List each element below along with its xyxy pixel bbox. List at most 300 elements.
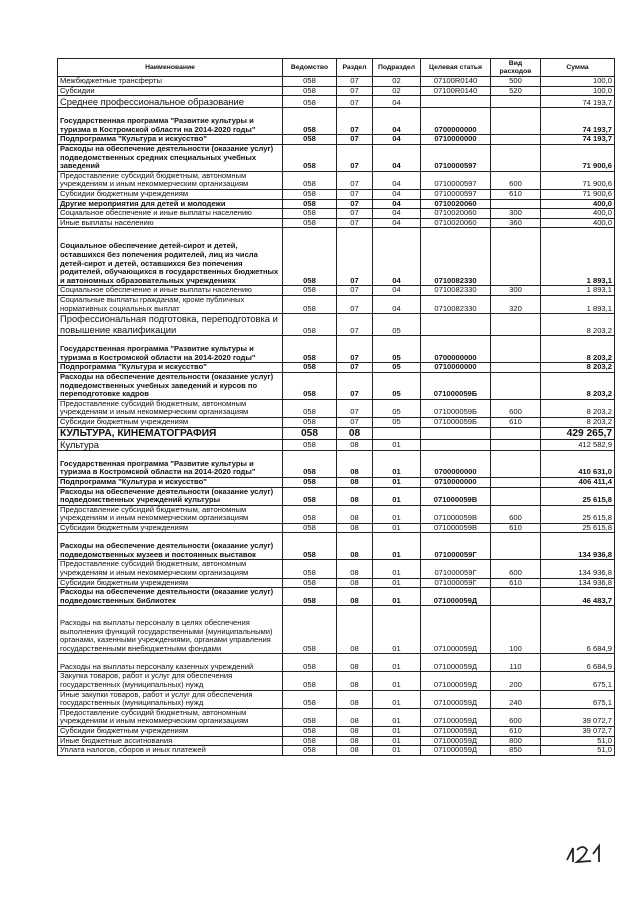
row-podrazdel: 05 bbox=[373, 314, 421, 336]
row-sum: 8 203,2 bbox=[541, 399, 615, 417]
row-vid: 320 bbox=[491, 295, 541, 313]
row-cel: 071000059Д bbox=[421, 708, 491, 726]
row-sum: 8 203,2 bbox=[541, 336, 615, 363]
table-row bbox=[58, 144, 615, 171]
row-ved: 058 bbox=[283, 218, 337, 228]
row-cel: 071000059Б bbox=[421, 417, 491, 427]
row-vid: 110 bbox=[491, 654, 541, 672]
row-name: Культура bbox=[58, 439, 283, 450]
row-vid bbox=[491, 228, 541, 286]
row-sum: 134 936,8 bbox=[541, 560, 615, 578]
row-name: Предоставление субсидий бюджетным, автономным учреждениям и иным некоммерческим организациям bbox=[58, 171, 283, 189]
row-razdel: 07 bbox=[337, 314, 373, 336]
row-ved: 058 bbox=[283, 654, 337, 672]
row-name: Подпрограмма "Культура и искусство" bbox=[58, 363, 283, 373]
row-cel: 071000059Д bbox=[421, 746, 491, 756]
row-razdel: 07 bbox=[337, 218, 373, 228]
row-vid: 600 bbox=[491, 560, 541, 578]
row-razdel: 08 bbox=[337, 523, 373, 533]
table-body bbox=[58, 77, 615, 756]
table-row bbox=[58, 135, 615, 145]
row-vid bbox=[491, 144, 541, 171]
row-ved: 058 bbox=[283, 399, 337, 417]
table-row bbox=[58, 314, 615, 336]
row-vid: 300 bbox=[491, 286, 541, 296]
row-vid: 200 bbox=[491, 672, 541, 690]
row-cel: 071000059Г bbox=[421, 533, 491, 560]
row-sum: 71 900,6 bbox=[541, 171, 615, 189]
row-razdel: 08 bbox=[337, 708, 373, 726]
table-row bbox=[58, 477, 615, 487]
row-name: Подпрограмма "Культура и искусство" bbox=[58, 135, 283, 145]
row-podrazdel: 01 bbox=[373, 588, 421, 606]
row-cel: 071000059Д bbox=[421, 672, 491, 690]
row-sum: 406 411,4 bbox=[541, 477, 615, 487]
row-razdel: 07 bbox=[337, 86, 373, 96]
row-cel: 071000059В bbox=[421, 487, 491, 505]
table-row bbox=[58, 690, 615, 708]
row-name: Профессиональная подготовка, переподготовка и повышение квалификации bbox=[58, 314, 283, 336]
row-name: Государственная программа "Развитие культуры и туризма в Костромской области на 2014-2020 годы" bbox=[58, 336, 283, 363]
row-cel: 071000059Б bbox=[421, 372, 491, 399]
table-row bbox=[58, 523, 615, 533]
row-podrazdel: 04 bbox=[373, 189, 421, 199]
row-sum: 46 483,7 bbox=[541, 588, 615, 606]
row-sum: 412 582,9 bbox=[541, 439, 615, 450]
row-sum: 39 072,7 bbox=[541, 727, 615, 737]
row-razdel: 08 bbox=[337, 533, 373, 560]
header-podrazdel: Подраздел bbox=[373, 59, 421, 77]
table-row bbox=[58, 746, 615, 756]
row-vid: 600 bbox=[491, 171, 541, 189]
table-row bbox=[58, 218, 615, 228]
row-podrazdel: 01 bbox=[373, 708, 421, 726]
row-razdel: 08 bbox=[337, 606, 373, 654]
row-vid bbox=[491, 199, 541, 209]
row-vid: 610 bbox=[491, 189, 541, 199]
row-sum: 100,0 bbox=[541, 77, 615, 87]
row-podrazdel: 04 bbox=[373, 144, 421, 171]
row-podrazdel: 01 bbox=[373, 450, 421, 477]
row-podrazdel: 01 bbox=[373, 477, 421, 487]
row-razdel: 07 bbox=[337, 336, 373, 363]
row-podrazdel: 01 bbox=[373, 727, 421, 737]
row-cel: 071000059Г bbox=[421, 560, 491, 578]
row-podrazdel: 01 bbox=[373, 746, 421, 756]
row-ved: 058 bbox=[283, 77, 337, 87]
row-vid: 610 bbox=[491, 578, 541, 588]
table-row bbox=[58, 108, 615, 135]
row-sum: 100,0 bbox=[541, 86, 615, 96]
header-vid: Вид расходов bbox=[491, 59, 541, 77]
row-cel: 0710082330 bbox=[421, 286, 491, 296]
row-ved: 058 bbox=[283, 417, 337, 427]
row-razdel: 07 bbox=[337, 199, 373, 209]
row-vid bbox=[491, 96, 541, 108]
row-cel: 0710000000 bbox=[421, 477, 491, 487]
row-vid: 600 bbox=[491, 505, 541, 523]
row-cel: 071000059Г bbox=[421, 578, 491, 588]
row-razdel: 08 bbox=[337, 736, 373, 746]
row-cel: 0710000000 bbox=[421, 135, 491, 145]
row-name: Среднее профессиональное образование bbox=[58, 96, 283, 108]
row-ved: 058 bbox=[283, 477, 337, 487]
row-name: Субсидии бюджетным учреждениям bbox=[58, 523, 283, 533]
row-name: Расходы на выплаты персоналу казенных учреждений bbox=[58, 654, 283, 672]
row-ved: 058 bbox=[283, 487, 337, 505]
row-podrazdel: 01 bbox=[373, 487, 421, 505]
row-razdel: 08 bbox=[337, 450, 373, 477]
row-sum: 134 936,8 bbox=[541, 533, 615, 560]
row-razdel: 07 bbox=[337, 209, 373, 219]
row-podrazdel: 05 bbox=[373, 336, 421, 363]
table-row bbox=[58, 77, 615, 87]
table-row bbox=[58, 286, 615, 296]
row-cel: 0700000000 bbox=[421, 450, 491, 477]
row-razdel: 07 bbox=[337, 295, 373, 313]
row-sum: 25 615,8 bbox=[541, 505, 615, 523]
table-row bbox=[58, 189, 615, 199]
table-row bbox=[58, 654, 615, 672]
row-podrazdel: 04 bbox=[373, 96, 421, 108]
row-ved: 058 bbox=[283, 171, 337, 189]
row-razdel: 08 bbox=[337, 477, 373, 487]
row-name: Расходы на выплаты персоналу в целях обеспечения выполнения функций государственными (муниципальными) органами, казенными учреждениями, органами управления государственными внебюджетными фондами bbox=[58, 606, 283, 654]
row-sum: 8 203,2 bbox=[541, 417, 615, 427]
row-podrazdel bbox=[373, 427, 421, 439]
table-row bbox=[58, 736, 615, 746]
table-row bbox=[58, 372, 615, 399]
row-vid: 500 bbox=[491, 77, 541, 87]
row-podrazdel: 05 bbox=[373, 372, 421, 399]
row-razdel: 08 bbox=[337, 690, 373, 708]
row-ved: 058 bbox=[283, 372, 337, 399]
row-cel: 0710000597 bbox=[421, 189, 491, 199]
row-name: Субсидии бюджетным учреждениям bbox=[58, 189, 283, 199]
row-sum: 74 193,7 bbox=[541, 96, 615, 108]
row-ved: 058 bbox=[283, 199, 337, 209]
row-ved: 058 bbox=[283, 439, 337, 450]
table-row bbox=[58, 209, 615, 219]
row-sum: 675,1 bbox=[541, 690, 615, 708]
row-podrazdel: 02 bbox=[373, 86, 421, 96]
table-row bbox=[58, 578, 615, 588]
row-ved: 058 bbox=[283, 672, 337, 690]
header-razdel: Раздел bbox=[337, 59, 373, 77]
table-row bbox=[58, 199, 615, 209]
row-sum: 39 072,7 bbox=[541, 708, 615, 726]
row-cel: 0710020060 bbox=[421, 199, 491, 209]
row-razdel: 07 bbox=[337, 144, 373, 171]
table-row bbox=[58, 672, 615, 690]
table-row bbox=[58, 727, 615, 737]
row-cel: 07100R0140 bbox=[421, 77, 491, 87]
row-sum: 8 203,2 bbox=[541, 372, 615, 399]
row-name: Предоставление субсидий бюджетным, автономным учреждениям и иным некоммерческим организациям bbox=[58, 708, 283, 726]
row-cel: 071000059Д bbox=[421, 606, 491, 654]
row-name: Субсидии бюджетным учреждениям bbox=[58, 417, 283, 427]
row-vid: 100 bbox=[491, 606, 541, 654]
row-name: Государственная программа "Развитие культуры и туризма в Костромской области на 2014-2020 годы" bbox=[58, 108, 283, 135]
row-podrazdel: 01 bbox=[373, 523, 421, 533]
row-cel: 071000059В bbox=[421, 505, 491, 523]
row-razdel: 07 bbox=[337, 286, 373, 296]
row-sum: 51,0 bbox=[541, 736, 615, 746]
row-razdel: 07 bbox=[337, 363, 373, 373]
row-ved: 058 bbox=[283, 314, 337, 336]
table-row bbox=[58, 399, 615, 417]
row-ved: 058 bbox=[283, 295, 337, 313]
row-podrazdel: 01 bbox=[373, 690, 421, 708]
row-cel: 0710020060 bbox=[421, 209, 491, 219]
row-ved: 058 bbox=[283, 189, 337, 199]
row-razdel: 07 bbox=[337, 135, 373, 145]
table-row bbox=[58, 487, 615, 505]
row-sum: 51,0 bbox=[541, 746, 615, 756]
row-podrazdel: 04 bbox=[373, 108, 421, 135]
row-sum: 1 893,1 bbox=[541, 228, 615, 286]
row-vid bbox=[491, 372, 541, 399]
row-sum: 675,1 bbox=[541, 672, 615, 690]
row-sum: 400,0 bbox=[541, 218, 615, 228]
row-sum: 410 631,0 bbox=[541, 450, 615, 477]
row-name: Другие мероприятия для детей и молодежи bbox=[58, 199, 283, 209]
row-sum: 74 193,7 bbox=[541, 108, 615, 135]
row-cel: 071000059Д bbox=[421, 727, 491, 737]
row-name: Предоставление субсидий бюджетным, автономным учреждениям и иным некоммерческим организациям bbox=[58, 560, 283, 578]
row-name: Расходы на обеспечение деятельности (оказание услуг) подведомственных музеев и постоянных выставок bbox=[58, 533, 283, 560]
row-razdel: 08 bbox=[337, 727, 373, 737]
row-sum: 74 193,7 bbox=[541, 135, 615, 145]
row-sum: 6 684,9 bbox=[541, 606, 615, 654]
row-ved: 058 bbox=[283, 736, 337, 746]
row-podrazdel: 01 bbox=[373, 533, 421, 560]
row-podrazdel: 01 bbox=[373, 606, 421, 654]
row-podrazdel: 01 bbox=[373, 560, 421, 578]
row-name: Социальное обеспечение и иные выплаты населению bbox=[58, 286, 283, 296]
row-name: Субсидии bbox=[58, 86, 283, 96]
row-vid: 600 bbox=[491, 708, 541, 726]
row-podrazdel: 05 bbox=[373, 417, 421, 427]
row-ved: 058 bbox=[283, 727, 337, 737]
row-ved: 058 bbox=[283, 560, 337, 578]
row-razdel: 08 bbox=[337, 746, 373, 756]
row-razdel: 07 bbox=[337, 77, 373, 87]
row-vid bbox=[491, 336, 541, 363]
row-vid: 800 bbox=[491, 736, 541, 746]
row-ved: 058 bbox=[283, 427, 337, 439]
row-vid bbox=[491, 135, 541, 145]
row-ved: 058 bbox=[283, 450, 337, 477]
row-ved: 058 bbox=[283, 363, 337, 373]
row-name: Субсидии бюджетным учреждениям bbox=[58, 727, 283, 737]
row-vid bbox=[491, 533, 541, 560]
row-cel: 0700000000 bbox=[421, 336, 491, 363]
row-name: Расходы на обеспечение деятельности (оказание услуг) подведомственных средних специальных учебных заведений bbox=[58, 144, 283, 171]
row-podrazdel: 02 bbox=[373, 77, 421, 87]
row-cel: 0710020060 bbox=[421, 218, 491, 228]
row-cel bbox=[421, 427, 491, 439]
row-name: Подпрограмма "Культура и искусство" bbox=[58, 477, 283, 487]
row-razdel: 07 bbox=[337, 399, 373, 417]
table-row bbox=[58, 86, 615, 96]
table-row bbox=[58, 439, 615, 450]
row-vid: 610 bbox=[491, 727, 541, 737]
row-cel: 0710000597 bbox=[421, 171, 491, 189]
row-cel bbox=[421, 314, 491, 336]
row-cel: 0700000000 bbox=[421, 108, 491, 135]
row-podrazdel: 05 bbox=[373, 399, 421, 417]
row-sum: 25 615,8 bbox=[541, 487, 615, 505]
row-vid bbox=[491, 314, 541, 336]
row-podrazdel: 04 bbox=[373, 135, 421, 145]
row-cel bbox=[421, 439, 491, 450]
row-podrazdel: 05 bbox=[373, 363, 421, 373]
row-razdel: 07 bbox=[337, 189, 373, 199]
row-vid bbox=[491, 439, 541, 450]
row-name: Иные закупки товаров, работ и услуг для обеспечения государственных (муниципальных) нужд bbox=[58, 690, 283, 708]
row-podrazdel: 01 bbox=[373, 505, 421, 523]
row-razdel: 08 bbox=[337, 578, 373, 588]
row-cel: 071000059Д bbox=[421, 588, 491, 606]
table-row bbox=[58, 96, 615, 108]
row-razdel: 07 bbox=[337, 96, 373, 108]
table-row bbox=[58, 363, 615, 373]
row-vid: 300 bbox=[491, 209, 541, 219]
table-row bbox=[58, 560, 615, 578]
row-vid bbox=[491, 450, 541, 477]
row-ved: 058 bbox=[283, 144, 337, 171]
row-cel: 071000059Д bbox=[421, 690, 491, 708]
row-podrazdel: 04 bbox=[373, 199, 421, 209]
row-razdel: 08 bbox=[337, 505, 373, 523]
row-razdel: 07 bbox=[337, 372, 373, 399]
row-cel: 071000059Б bbox=[421, 399, 491, 417]
row-name: Социальное обеспечение детей-сирот и детей, оставшихся без попечения родителей, лиц из числа детей-сирот и детей, оставшихся без попечения родителей, обучающихся в государственных бюджетных и автономных образовательных учреждениях bbox=[58, 228, 283, 286]
row-name: Предоставление субсидий бюджетным, автономным учреждениям и иным некоммерческим организациям bbox=[58, 399, 283, 417]
row-sum: 25 615,8 bbox=[541, 523, 615, 533]
row-sum: 6 684,9 bbox=[541, 654, 615, 672]
row-name: Закупка товаров, работ и услуг для обеспечения государственных (муниципальных) нужд bbox=[58, 672, 283, 690]
row-podrazdel: 04 bbox=[373, 295, 421, 313]
row-ved: 058 bbox=[283, 228, 337, 286]
row-razdel: 07 bbox=[337, 171, 373, 189]
row-name: Расходы на обеспечение деятельности (оказание услуг) подведомственных учреждений культуры bbox=[58, 487, 283, 505]
row-name: Предоставление субсидий бюджетным, автономным учреждениям и иным некоммерческим организациям bbox=[58, 505, 283, 523]
row-vid: 360 bbox=[491, 218, 541, 228]
row-ved: 058 bbox=[283, 746, 337, 756]
table-row bbox=[58, 427, 615, 439]
header-sum: Сумма bbox=[541, 59, 615, 77]
row-sum: 71 900,6 bbox=[541, 144, 615, 171]
row-sum: 134 936,8 bbox=[541, 578, 615, 588]
row-podrazdel: 01 bbox=[373, 672, 421, 690]
row-cel: 071000059Д bbox=[421, 736, 491, 746]
table-row bbox=[58, 505, 615, 523]
row-ved: 058 bbox=[283, 533, 337, 560]
row-cel: 0710082330 bbox=[421, 295, 491, 313]
row-ved: 058 bbox=[283, 523, 337, 533]
table-row bbox=[58, 588, 615, 606]
row-name: Уплата налогов, сборов и иных платежей bbox=[58, 746, 283, 756]
row-sum: 8 203,2 bbox=[541, 314, 615, 336]
row-cel: 071000059В bbox=[421, 523, 491, 533]
row-ved: 058 bbox=[283, 606, 337, 654]
row-ved: 058 bbox=[283, 505, 337, 523]
row-sum: 400,0 bbox=[541, 209, 615, 219]
header-ved: Ведомство bbox=[283, 59, 337, 77]
row-razdel: 08 bbox=[337, 672, 373, 690]
table-row bbox=[58, 336, 615, 363]
row-podrazdel: 01 bbox=[373, 578, 421, 588]
row-razdel: 08 bbox=[337, 427, 373, 439]
header-cel: Целевая статья bbox=[421, 59, 491, 77]
row-sum: 8 203,2 bbox=[541, 363, 615, 373]
row-razdel: 08 bbox=[337, 487, 373, 505]
row-name: Межбюджетные трансферты bbox=[58, 77, 283, 87]
row-razdel: 07 bbox=[337, 417, 373, 427]
row-razdel: 08 bbox=[337, 588, 373, 606]
row-podrazdel: 04 bbox=[373, 171, 421, 189]
budget-table bbox=[57, 58, 615, 756]
row-name: Иные бюджетные ассигнования bbox=[58, 736, 283, 746]
row-cel: 0710000000 bbox=[421, 363, 491, 373]
table-row bbox=[58, 417, 615, 427]
row-ved: 058 bbox=[283, 96, 337, 108]
row-razdel: 08 bbox=[337, 654, 373, 672]
row-vid bbox=[491, 108, 541, 135]
row-name: Социальное обеспечение и иные выплаты населению bbox=[58, 209, 283, 219]
row-vid: 520 bbox=[491, 86, 541, 96]
row-cel bbox=[421, 96, 491, 108]
row-razdel: 08 bbox=[337, 439, 373, 450]
row-cel: 071000059Д bbox=[421, 654, 491, 672]
row-ved: 058 bbox=[283, 578, 337, 588]
row-ved: 058 bbox=[283, 286, 337, 296]
table-row bbox=[58, 606, 615, 654]
row-podrazdel: 04 bbox=[373, 286, 421, 296]
row-vid: 610 bbox=[491, 523, 541, 533]
row-name: Субсидии бюджетным учреждениям bbox=[58, 578, 283, 588]
row-ved: 058 bbox=[283, 588, 337, 606]
header-name: Наименование bbox=[58, 59, 283, 77]
row-podrazdel: 04 bbox=[373, 209, 421, 219]
handwritten-page-number bbox=[563, 840, 611, 866]
row-vid bbox=[491, 363, 541, 373]
row-cel: 0710000597 bbox=[421, 144, 491, 171]
table-row bbox=[58, 295, 615, 313]
row-ved: 058 bbox=[283, 708, 337, 726]
row-razdel: 07 bbox=[337, 108, 373, 135]
row-vid bbox=[491, 487, 541, 505]
row-name: Расходы на обеспечение деятельности (оказание услуг) подведомственных учебных заведений и курсов по переподготовке кадров bbox=[58, 372, 283, 399]
row-sum: 1 893,1 bbox=[541, 295, 615, 313]
table-row bbox=[58, 708, 615, 726]
row-name: Государственная программа "Развитие культуры и туризма в Костромской области на 2014-2020 годы" bbox=[58, 450, 283, 477]
row-name: Социальные выплаты гражданам, кроме публичных нормативных социальных выплат bbox=[58, 295, 283, 313]
row-podrazdel: 01 bbox=[373, 736, 421, 746]
row-podrazdel: 04 bbox=[373, 228, 421, 286]
row-cel: 07100R0140 bbox=[421, 86, 491, 96]
row-vid bbox=[491, 588, 541, 606]
row-ved: 058 bbox=[283, 135, 337, 145]
row-name: КУЛЬТУРА, КИНЕМАТОГРАФИЯ bbox=[58, 427, 283, 439]
table-header-row bbox=[58, 59, 615, 77]
row-vid: 850 bbox=[491, 746, 541, 756]
row-name: Расходы на обеспечение деятельности (оказание услуг) подведомственных библиотек bbox=[58, 588, 283, 606]
row-razdel: 07 bbox=[337, 228, 373, 286]
row-sum: 71 900,6 bbox=[541, 189, 615, 199]
